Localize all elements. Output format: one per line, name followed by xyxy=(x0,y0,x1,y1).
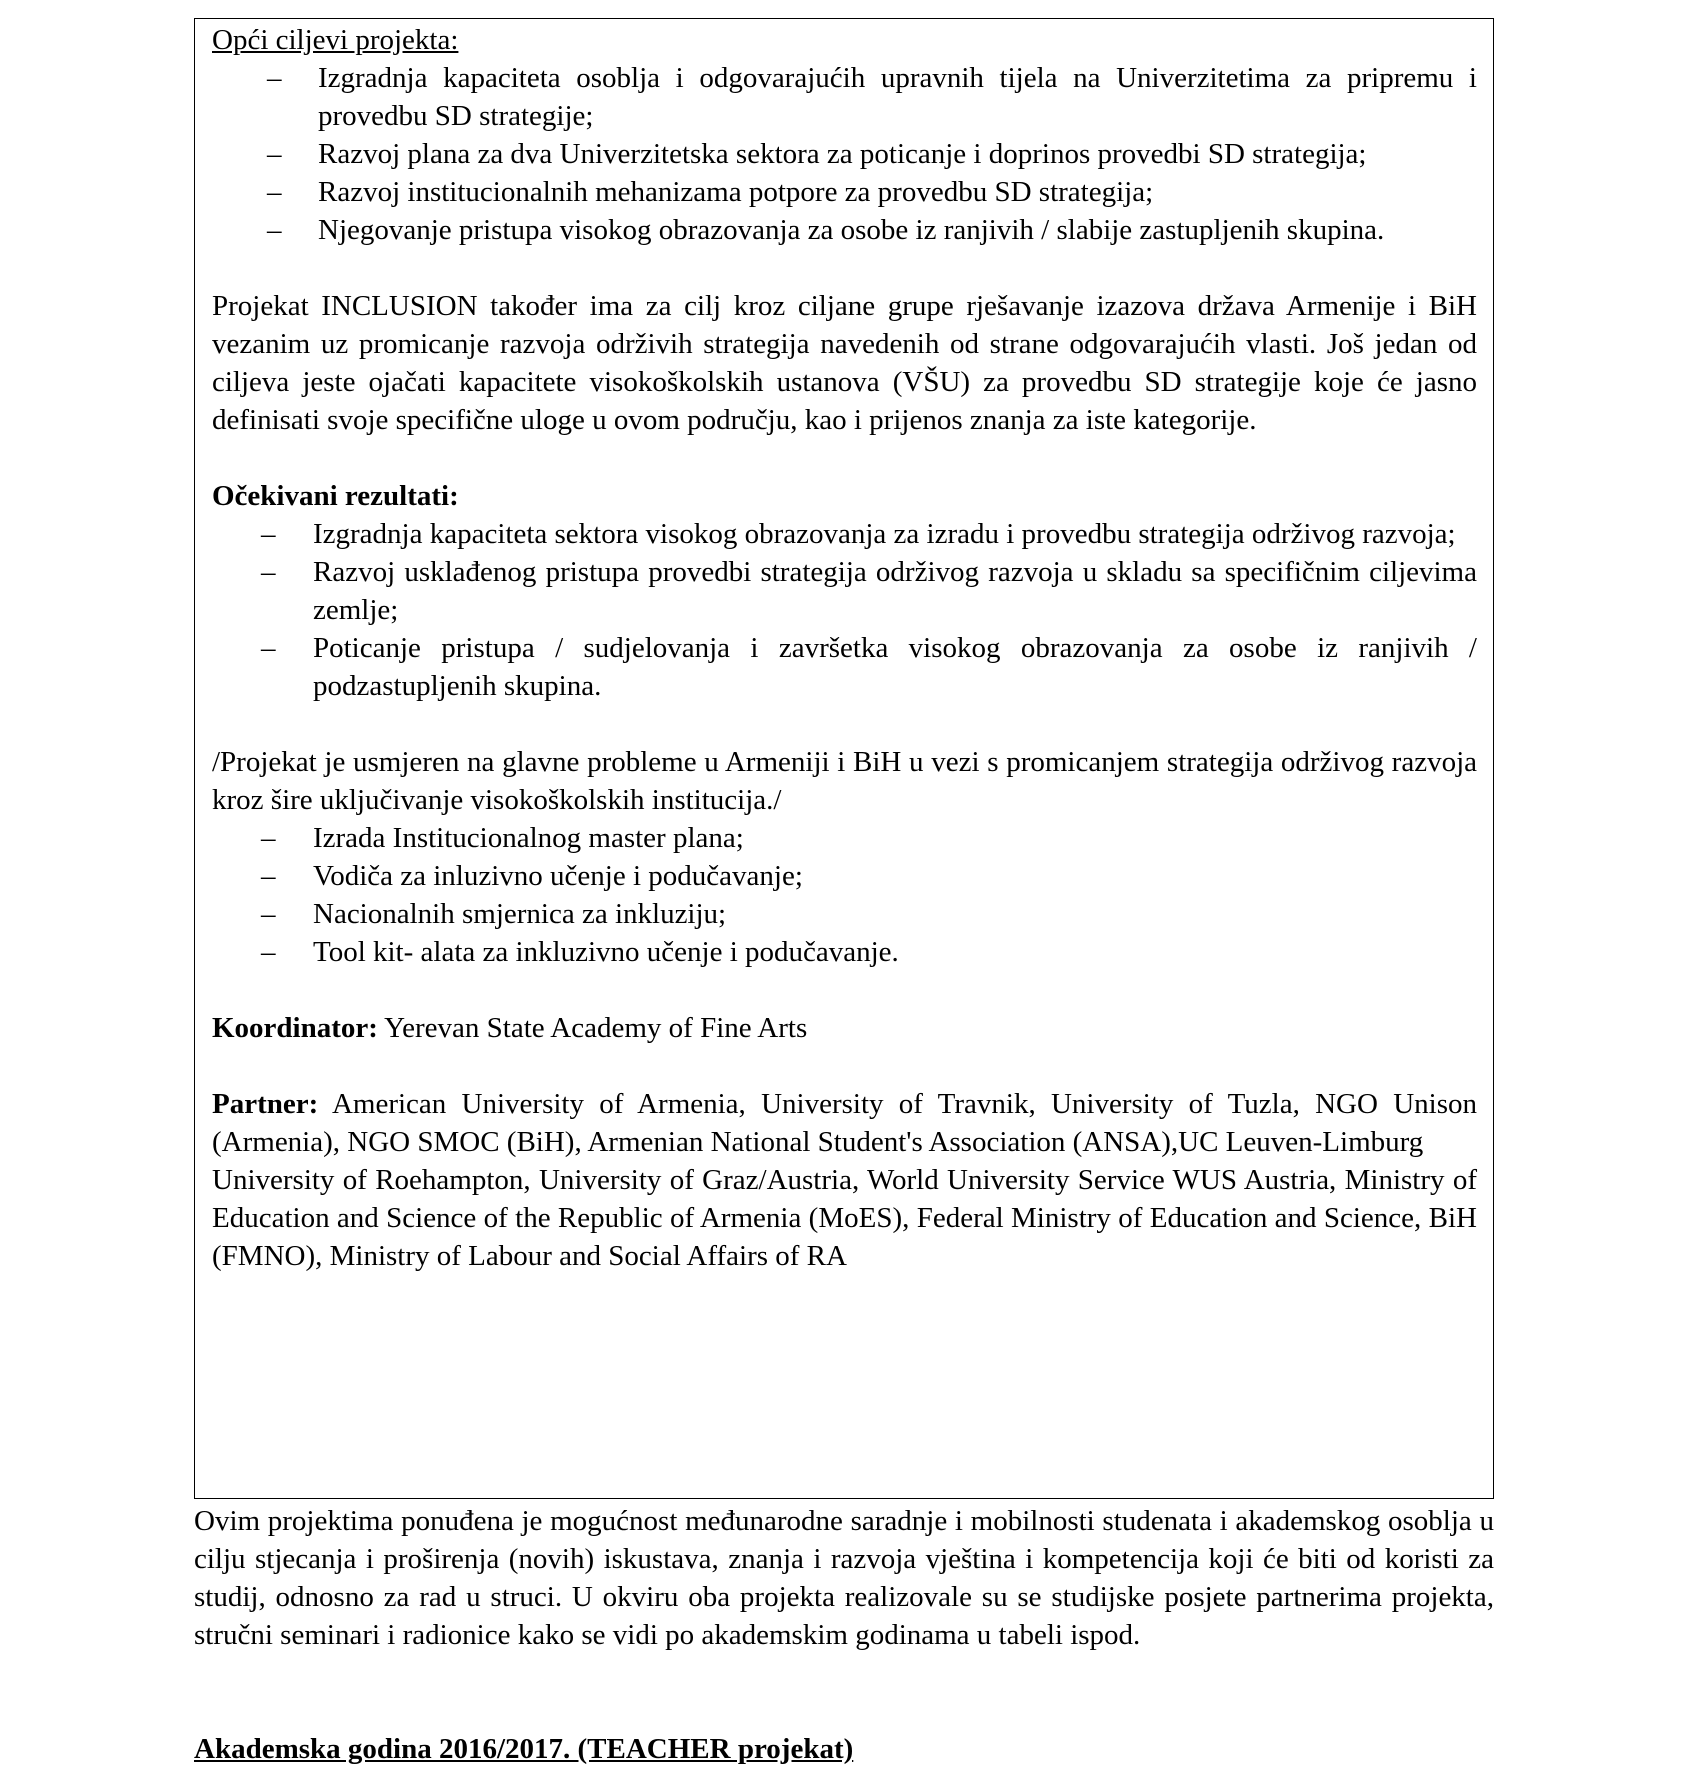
coordinator-label: Koordinator: xyxy=(212,1012,378,1044)
partner-value-2: University of Roehampton, University of Graz/Austria, World University Service WUS Austria, Ministry of Education and Science of the Republic of Armenia (MoES), Federal Ministry of Education and Science, BiH (FMNO), Ministry of Labour and Social Affairs of RA xyxy=(212,1164,1477,1272)
project-info-content xyxy=(212,21,1477,1275)
goals-list xyxy=(212,59,1477,249)
list-item: – Izrada Institucionalnog master plana; xyxy=(261,822,744,854)
goals-title: Opći ciljevi projekta: xyxy=(212,24,459,56)
list-item: – Izgradnja kapaciteta osoblja i odgovarajućih upravnih tijela na Univerzitetima za pripremu i provedbu SD strategije; xyxy=(267,62,1477,132)
list-item: – Nacionalnih smjernica za inkluziju; xyxy=(261,898,727,930)
list-item: – Razvoj plana za dva Univerzitetska sektora za poticanje i doprinos provedbi SD strategija; xyxy=(267,138,1367,170)
outer-paragraph: Ovim projektima ponuđena je mogućnost međunarodne saradnje i mobilnosti studenata i akademskog osoblja u cilju stjecanja i proširenja (novih) iskustava, znanja i razvoja vještina i kompetencija koji će biti od koristi za studij, odnosno za rad u struci. U okviru oba projekta realizovale su se studijske posjete partnerima projekta, stručni seminari i radionice kako se vidi po akademskim godinama u tabeli ispod. xyxy=(194,1505,1494,1651)
focus-paragraph: /Projekat je usmjeren na glavne probleme u Armeniji i BiH u vezi s promicanjem strategija održivog razvoja kroz šire uključivanje visokoškolskih institucija./ xyxy=(212,746,1477,816)
list-item: – Razvoj usklađenog pristupa provedbi strategija održivog razvoja u skladu sa specifičnim ciljevima zemlje; xyxy=(261,556,1477,626)
list-item: – Tool kit- alata za inkluzivno učenje i podučavanje. xyxy=(261,936,899,968)
academic-year-heading: Akademska godina 2016/2017. (TEACHER projekat) xyxy=(194,1733,854,1765)
list-item: – Izgradnja kapaciteta sektora visokog obrazovanja za izradu i provedbu strategija održivog razvoja; xyxy=(261,518,1456,550)
coordinator-value: Yerevan State Academy of Fine Arts xyxy=(377,1012,808,1044)
partner-line xyxy=(212,1085,1477,1161)
partner-label: Partner: xyxy=(212,1088,319,1120)
results-list xyxy=(212,515,1477,705)
list-item: – Razvoj institucionalnih mehanizama potpore za provedbu SD strategija; xyxy=(267,176,1154,208)
results-title: Očekivani rezultati: xyxy=(212,480,459,512)
list-item: – Vodiča za inluzivno učenje i podučavanje; xyxy=(261,860,803,892)
outputs-list xyxy=(212,819,1477,971)
list-item: – Poticanje pristupa / sudjelovanja i završetka visokog obrazovanja za osobe iz ranjivih / podzastupljenih skupina. xyxy=(261,632,1477,702)
list-item: – Njegovanje pristupa visokog obrazovanja za osobe iz ranjivih / slabije zastupljenih skupina. xyxy=(267,214,1385,246)
inclusion-paragraph: Projekat INCLUSION također ima za cilj kroz ciljane grupe rješavanje izazova država Armenije i BiH vezanim uz promicanje razvoja održivih strategija navedenih od strane odgovarajućih vlasti. Još jedan od ciljeva jeste ojačati kapacitete visokoškolskih ustanova (VŠU) za provedbu SD strategije koje će jasno definisati svoje specifične uloge u ovom području, kao i prijenos znanja za iste kategorije. xyxy=(212,290,1477,436)
outer-section xyxy=(194,1502,1494,1654)
coordinator-line xyxy=(212,1009,1477,1047)
partner-value-1: American University of Armenia, University of Travnik, University of Tuzla, NGO Unison (Armenia), NGO SMOC (BiH), Armenian National Student's Association (ANSA),UC Leuven-Limburg xyxy=(212,1088,1477,1158)
project-info-box xyxy=(194,18,1494,1499)
